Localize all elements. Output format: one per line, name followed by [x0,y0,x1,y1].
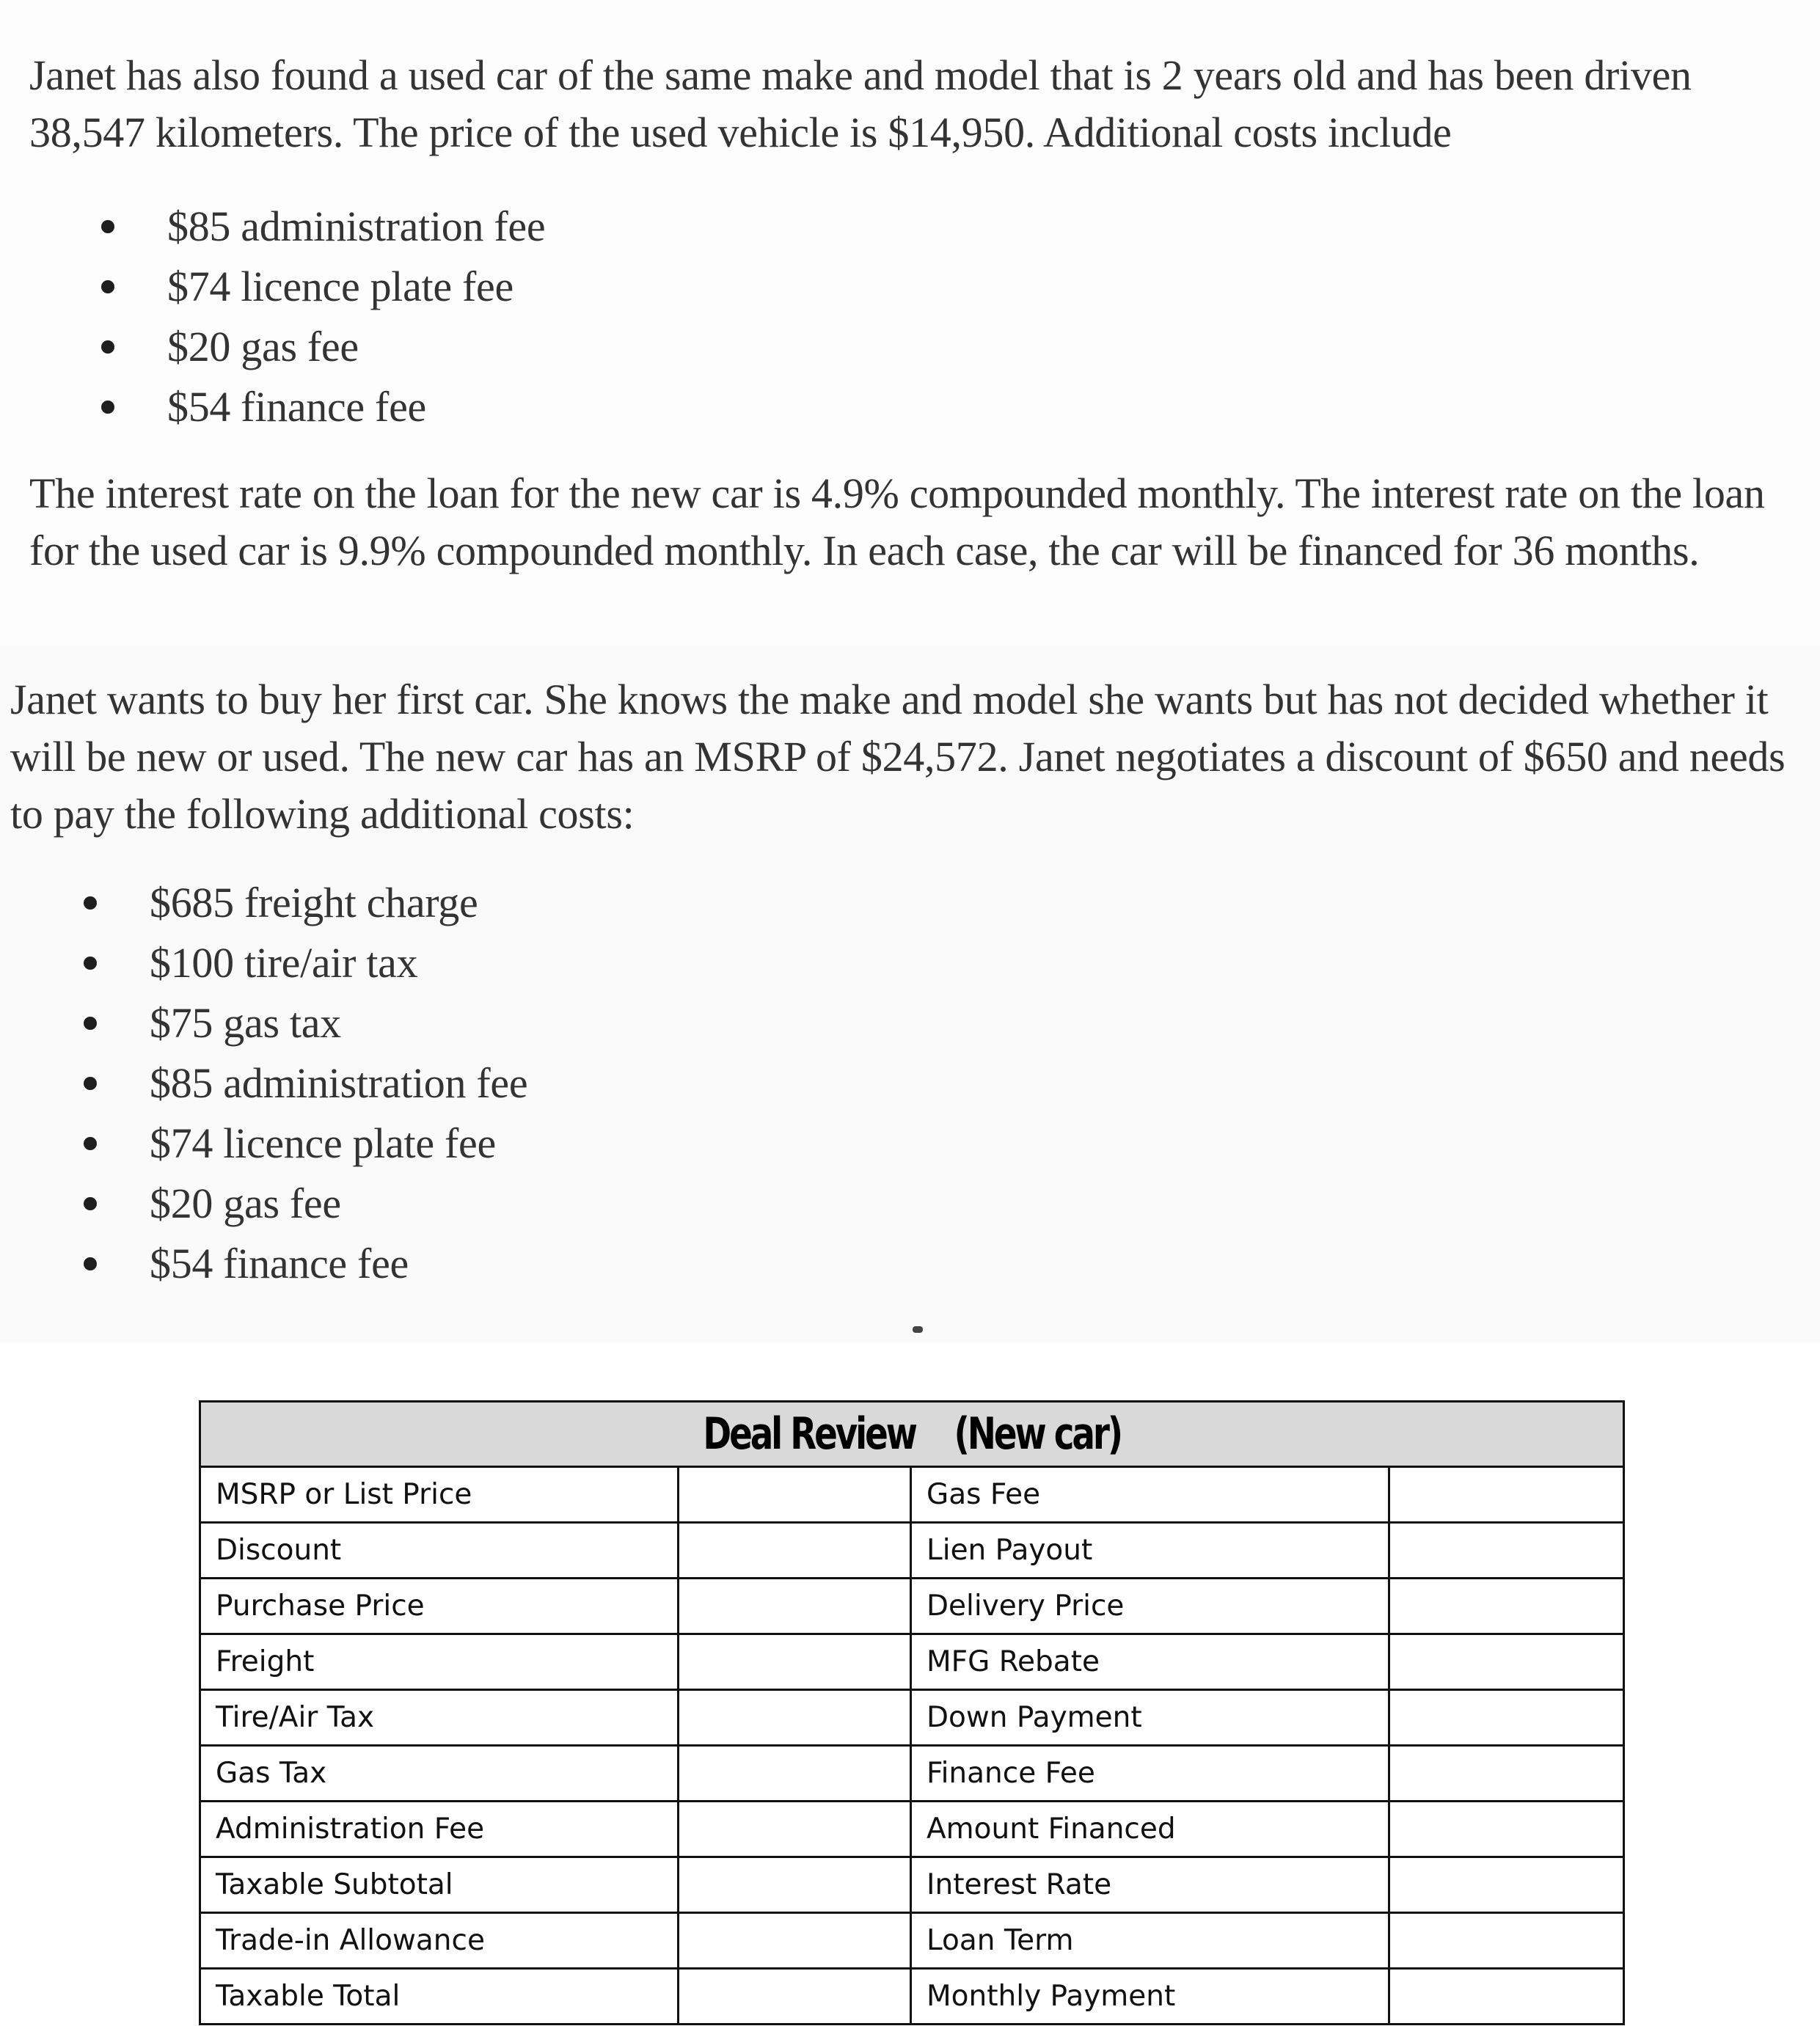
value-cell[interactable] [1389,1802,1624,1857]
row-label: Trade-in Allowance [200,1913,679,1969]
bullet-icon [101,340,114,354]
bullet-icon [84,1017,97,1030]
row-label: Down Payment [911,1690,1389,1746]
bullet-icon [84,1077,97,1090]
list-item: $74 licence plate fee [84,1113,527,1174]
value-cell[interactable] [1389,1579,1624,1634]
table-row [200,1969,1624,2025]
value-cell[interactable] [1389,1857,1624,1913]
row-label: Delivery Price [911,1579,1389,1634]
list-item: $85 administration fee [84,1053,527,1113]
new-car-costs-list [84,873,527,1294]
bullet-icon [84,1257,97,1270]
list-item: $54 finance fee [101,377,545,437]
value-cell[interactable] [679,1467,911,1523]
value-cell[interactable] [1389,1467,1624,1523]
value-cell[interactable] [679,1634,911,1690]
bullet-icon [84,957,97,970]
list-item: $85 administration fee [101,197,545,257]
list-item: $74 licence plate fee [101,257,545,317]
used-car-costs-list [101,197,545,437]
list-item: $75 gas tax [84,993,527,1053]
value-cell[interactable] [679,1857,911,1913]
bullet-icon [101,220,114,233]
table-row [200,1857,1624,1913]
value-cell[interactable] [1389,1634,1624,1690]
row-label: Freight [200,1634,679,1690]
value-cell[interactable] [1389,1746,1624,1802]
table-header-row [200,1402,1624,1467]
value-cell[interactable] [679,1579,911,1634]
value-cell[interactable] [1389,1969,1624,2025]
row-label: Gas Fee [911,1467,1389,1523]
row-label: Discount [200,1523,679,1579]
row-label: Tire/Air Tax [200,1690,679,1746]
row-label: Taxable Total [200,1969,679,2025]
value-cell[interactable] [679,1913,911,1969]
row-label: Amount Financed [911,1802,1389,1857]
table-row [200,1913,1624,1969]
bullet-icon [101,401,114,414]
row-label: Gas Tax [200,1746,679,1802]
list-item: $100 tire/air tax [84,933,527,993]
row-label: Lien Payout [911,1523,1389,1579]
table-row [200,1802,1624,1857]
value-cell[interactable] [679,1690,911,1746]
interest-rate-text: The interest rate on the loan for the new car is 4.9% compounded monthly. The interest rate on the loan for the used car is 9.9% compounded monthly. In each case, the car will be financed for 36 months. [29,469,1765,574]
table-row [200,1579,1624,1634]
table-row [200,1467,1624,1523]
bullet-icon [84,896,97,910]
deal-review-title: Deal Review (New car) [200,1402,1624,1467]
row-label: MSRP or List Price [200,1467,679,1523]
value-cell[interactable] [1389,1523,1624,1579]
row-label: Taxable Subtotal [200,1857,679,1913]
bullet-icon [84,1197,97,1210]
row-label: Monthly Payment [911,1969,1389,2025]
row-label: Purchase Price [200,1579,679,1634]
list-item: $54 finance fee [84,1234,527,1294]
bullet-icon [101,280,114,293]
table-row [200,1634,1624,1690]
table-row [200,1690,1624,1746]
table-row [200,1746,1624,1802]
new-car-intro: Janet wants to buy her first car. She knows the make and model she wants but has not decided whether it will be new or used. The new car has an MSRP of $24,572. Janet negotiates a discount of $650 and needs to pay the following additional costs: [10,676,1786,838]
deal-review-table [199,1400,1625,2025]
value-cell[interactable] [1389,1690,1624,1746]
value-cell[interactable] [679,1802,911,1857]
stray-mark [913,1326,923,1333]
row-label: MFG Rebate [911,1634,1389,1690]
row-label: Interest Rate [911,1857,1389,1913]
used-car-intro: Janet has also found a used car of the same make and model that is 2 years old and has been driven 38,547 kilometers. The price of the used vehicle is $14,950. Additional costs include [29,51,1692,156]
value-cell[interactable] [1389,1913,1624,1969]
row-label: Loan Term [911,1913,1389,1969]
row-label: Administration Fee [200,1802,679,1857]
value-cell[interactable] [679,1969,911,2025]
value-cell[interactable] [679,1746,911,1802]
table-row [200,1523,1624,1579]
list-item: $20 gas fee [101,317,545,377]
row-label: Finance Fee [911,1746,1389,1802]
list-item: $20 gas fee [84,1174,527,1234]
bullet-icon [84,1137,97,1150]
value-cell[interactable] [679,1523,911,1579]
list-item: $685 freight charge [84,873,527,933]
